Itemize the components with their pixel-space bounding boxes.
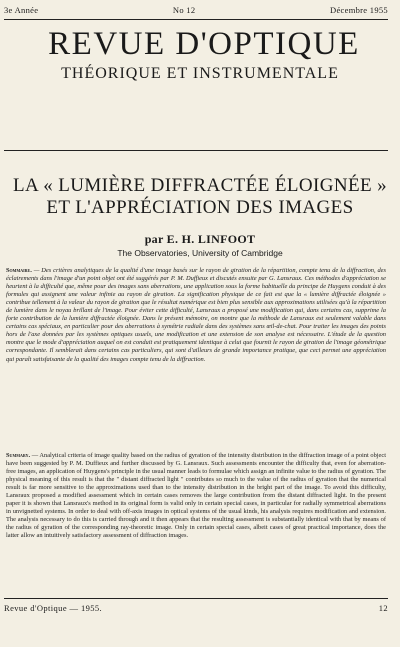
article-title-line-2: ET L'APPRÉCIATION DES IMAGES bbox=[46, 197, 354, 218]
french-abstract-label: Sommaire. bbox=[6, 267, 32, 274]
english-abstract bbox=[6, 452, 386, 592]
page-footer bbox=[4, 603, 388, 613]
french-abstract-text: — Des critères analytiques de la qualité d'une image basés sur le rayon de giration de la répartition, compte tenu de la diffraction, des éclairements dans l'image d'un point objet ont été suggérés par P. M. Duffieux et discutés ensuite par G. Lansraux. Ces méthodes d'appréciation se heurtent à la difficulté que, même pour des images sans aberrations, une application sous la forme habituelle du principe de Huygens conduit à des formules qui assignent une valeur infinie au rayon de giration. La signification physique de ce fait est que la « lumière diffractée éloignée » contribue tellement à la valeur du rayon de giration que le résultat numérique est bien plus sensible aux approximations utilisées qu'à la répartition de lumière dans le noyau brillant de l'image. Pour éviter cette difficulté, Lansraux a proposé une modification qui, dans certains cas, supprime la forte contribution de la lumière diffractée éloignée. Dans le présent mémoire, on montre que la méthode de Lansraux est seulement valable dans certains cas spéciaux, en particulier pour des aberrations à symétrie radiale dans des systèmes sans œil-de-chat. Pour traiter les images des points hors de l'axe données par les systèmes optiques usuels, une modification et une extension de son analyse est nécessaire. L'étude de la question montre que le mode d'appréciation auquel on est conduit est pratiquement identique à celui que fournit le rayon de giration de l'image géométrique correspondante. Il semblerait dans certains cas particuliers, qui sont d'ailleurs de grande importance pratique, que ceci permet une appréciation qui paraît satisfaisante de la qualité des images compte tenu de la diffraction. bbox=[6, 267, 386, 363]
masthead-rule bbox=[4, 150, 388, 151]
journal-title: REVUE D'OPTIQUE bbox=[48, 26, 360, 62]
header-rule bbox=[4, 19, 388, 20]
issue-number: No 12 bbox=[172, 5, 196, 15]
journal-subtitle: THÉORIQUE ET INSTRUMENTALE bbox=[61, 65, 339, 82]
page-number: 12 bbox=[378, 603, 388, 613]
article-title-line-1: LA « LUMIÈRE DIFFRACTÉE ÉLOIGNÉE » bbox=[12, 175, 388, 196]
article-title bbox=[0, 175, 400, 219]
masthead bbox=[0, 26, 400, 84]
article-byline: par E. H. LINFOOT bbox=[144, 232, 256, 246]
footer-rule bbox=[4, 598, 388, 599]
issue-date: Décembre 1955 bbox=[330, 5, 388, 15]
english-abstract-text: — Analytical criteria of image quality based on the radius of gyration of the intensity distribution in the diffraction image of a point object have been suggested by P. M. Duffieux and further discussed by G. Lansraux. Such assessments encounter the difficulty that, even for aberration-free images, an application of Huygens's principle in the usual manner leads to formulae which assign an infinite value to the radius of gyration. The physical meaning of this result is that the " distant diffracted light " contributes so much to the value of the radius of gyration that the numerical result is far more sensitive to the approximations used than to the intensity distribution in the bright part of the image. To avoid this difficulty, Lansraux proposed a modified assessment which in certain cases removes the large contribution from the distant diffracted light. In the present paper it is shown that Lansraux's method in its original form is valid only in certain special cases, in particular for radially symmetrical aberrations in unvignetted systems. In order to deal with off-axis images in optical systems of the usual kinds, his analysis requires modification and extension. The analysis necessary to do this is carried through and it then appears that the resulting assessment is substantially identical with that by means of the radius of gyration of the corresponding ray-theoretic image. Only in certain special cases, albeit cases of great practical importance, does the latter allow an intuitively satisfactory assessment of diffraction images. bbox=[6, 452, 386, 540]
volume-label: 3e Année bbox=[4, 5, 39, 15]
english-abstract-label: Summary. bbox=[6, 452, 31, 459]
author-affiliation: The Observatories, University of Cambridge bbox=[117, 248, 283, 258]
french-abstract bbox=[6, 267, 386, 447]
footer-journal: Revue d'Optique — 1955. bbox=[4, 603, 103, 613]
issue-header bbox=[4, 4, 388, 16]
